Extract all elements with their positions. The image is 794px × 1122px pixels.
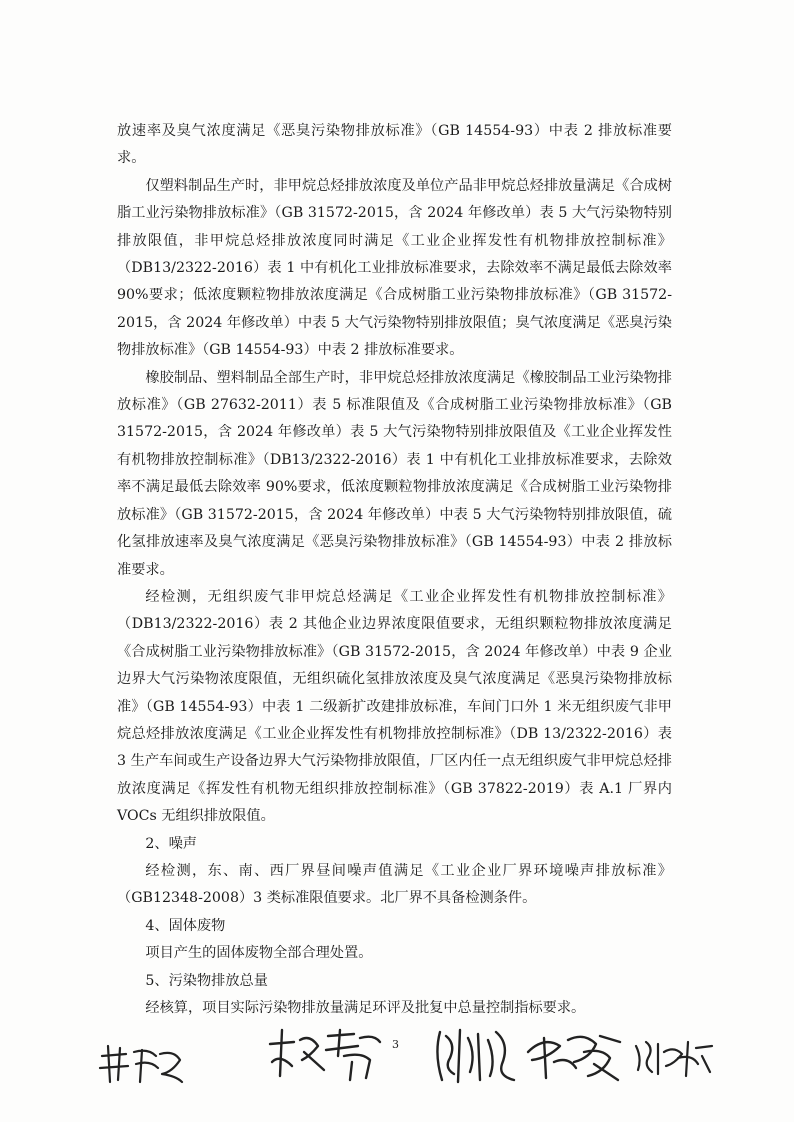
heading-solid-waste: 4、固体废物 xyxy=(145,917,226,934)
heading-noise: 2、噪声 xyxy=(145,835,197,852)
page-number: 3 xyxy=(392,1038,399,1051)
body-text xyxy=(117,118,672,1022)
signature-1-image xyxy=(96,1042,186,1086)
signature-row xyxy=(0,1018,794,1088)
paragraph-noise: 经检测，东、南、西厂界昼间噪声值满足《工业企业厂界环境噪声排放标准》（GB12348-2008）3 类标准限值要求。北厂界不具备检测条件。 xyxy=(117,862,672,907)
paragraph-fugitive-emissions: 经检测，无组织废气非甲烷总烃满足《工业企业挥发性有机物排放控制标准》（DB13/2322-2016）表 2 其他企业边界浓度限值要求，无组织颗粒物排放浓度满足《合成树脂工业污染物排放标准》（GB 31572-2015，含 2024 年修改单）中表 9 企业边界大气污染物浓度限值，无组织硫化氢排放浓度及臭气浓度满足《恶臭污染物排放标准》（GB 14554-93）中表 1 二级新扩改建排放标准，车间门口外 1 米无组织废气非甲烷总烃排放浓度满足《工业企业挥发性有机物排放控制标准》（DB 13/2322-2016）表 3 生产车间或生产设备边界大气污染物排放限值，厂区内任一点无组织废气非甲烷总烃排放浓度满足《挥发性有机物无组织排放控制标准》（GB 37822-2019）表 A.1 厂界内 VOCs 无组织排放限值。 xyxy=(117,588,672,825)
heading-total-emissions: 5、污染物排放总量 xyxy=(145,972,268,989)
signature-4-image xyxy=(524,1028,624,1084)
paragraph-plastic-production: 仅塑料制品生产时，非甲烷总烃排放浓度及单位产品非甲烷总烃排放量满足《合成树脂工业污染物排放标准》（GB 31572-2015，含 2024 年修改单）表 5 大气污染物特别排放限值，非甲烷总烃排放浓度同时满足《工业企业挥发性有机物排放控制标准》（DB13/2322-2016）表 1 中有机化工业排放标准要求，去除效率不满足最低去除效率 90%要求；低浓度颗粒物排放浓度满足《合成树脂工业污染物排放标准》（GB 31572-2015，含 2024 年修改单）中表 5 大气污染物特别排放限值；臭气浓度满足《恶臭污染物排放标准》（GB 14554-93）中表 2 排放标准要求。 xyxy=(117,177,672,359)
signature-2-image xyxy=(266,1026,386,1082)
paragraph-emission-continuation: 放速率及臭气浓度满足《恶臭污染物排放标准》（GB 14554-93）中表 2 排放标准要求。 xyxy=(117,123,672,167)
paragraph-solid-waste: 项目产生的固体废物全部合理处置。 xyxy=(145,945,373,962)
signature-5-image xyxy=(632,1036,716,1080)
paragraph-total-emissions: 经核算，项目实际污染物排放量满足环评及批复中总量控制指标要求。 xyxy=(145,1000,586,1016)
signature-3-image xyxy=(430,1024,520,1086)
paragraph-full-production: 橡胶制品、塑料制品全部生产时，非甲烷总烃排放浓度满足《橡胶制品工业污染物排放标准》（GB 27632-2011）表 5 标准限值及《合成树脂工业污染物排放标准》（GB 31572-2015，含 2024 年修改单）表 5 大气污染物特别排放限值及《工业企业挥发性有机物排放控制标准》（DB13/2322-2016）表 1 中有机化工业排放标准要求，去除效率不满足最低去除效率 90%要求，低浓度颗粒物排放浓度满足《合成树脂工业污染物排放标准》（GB 31572-2015，含 2024 年修改单）中表 5 大气污染物特别排放限值，硫化氢排放速率及臭气浓度满足《恶臭污染物排放标准》（GB 14554-93）中表 2 排放标准要求。 xyxy=(117,369,672,578)
